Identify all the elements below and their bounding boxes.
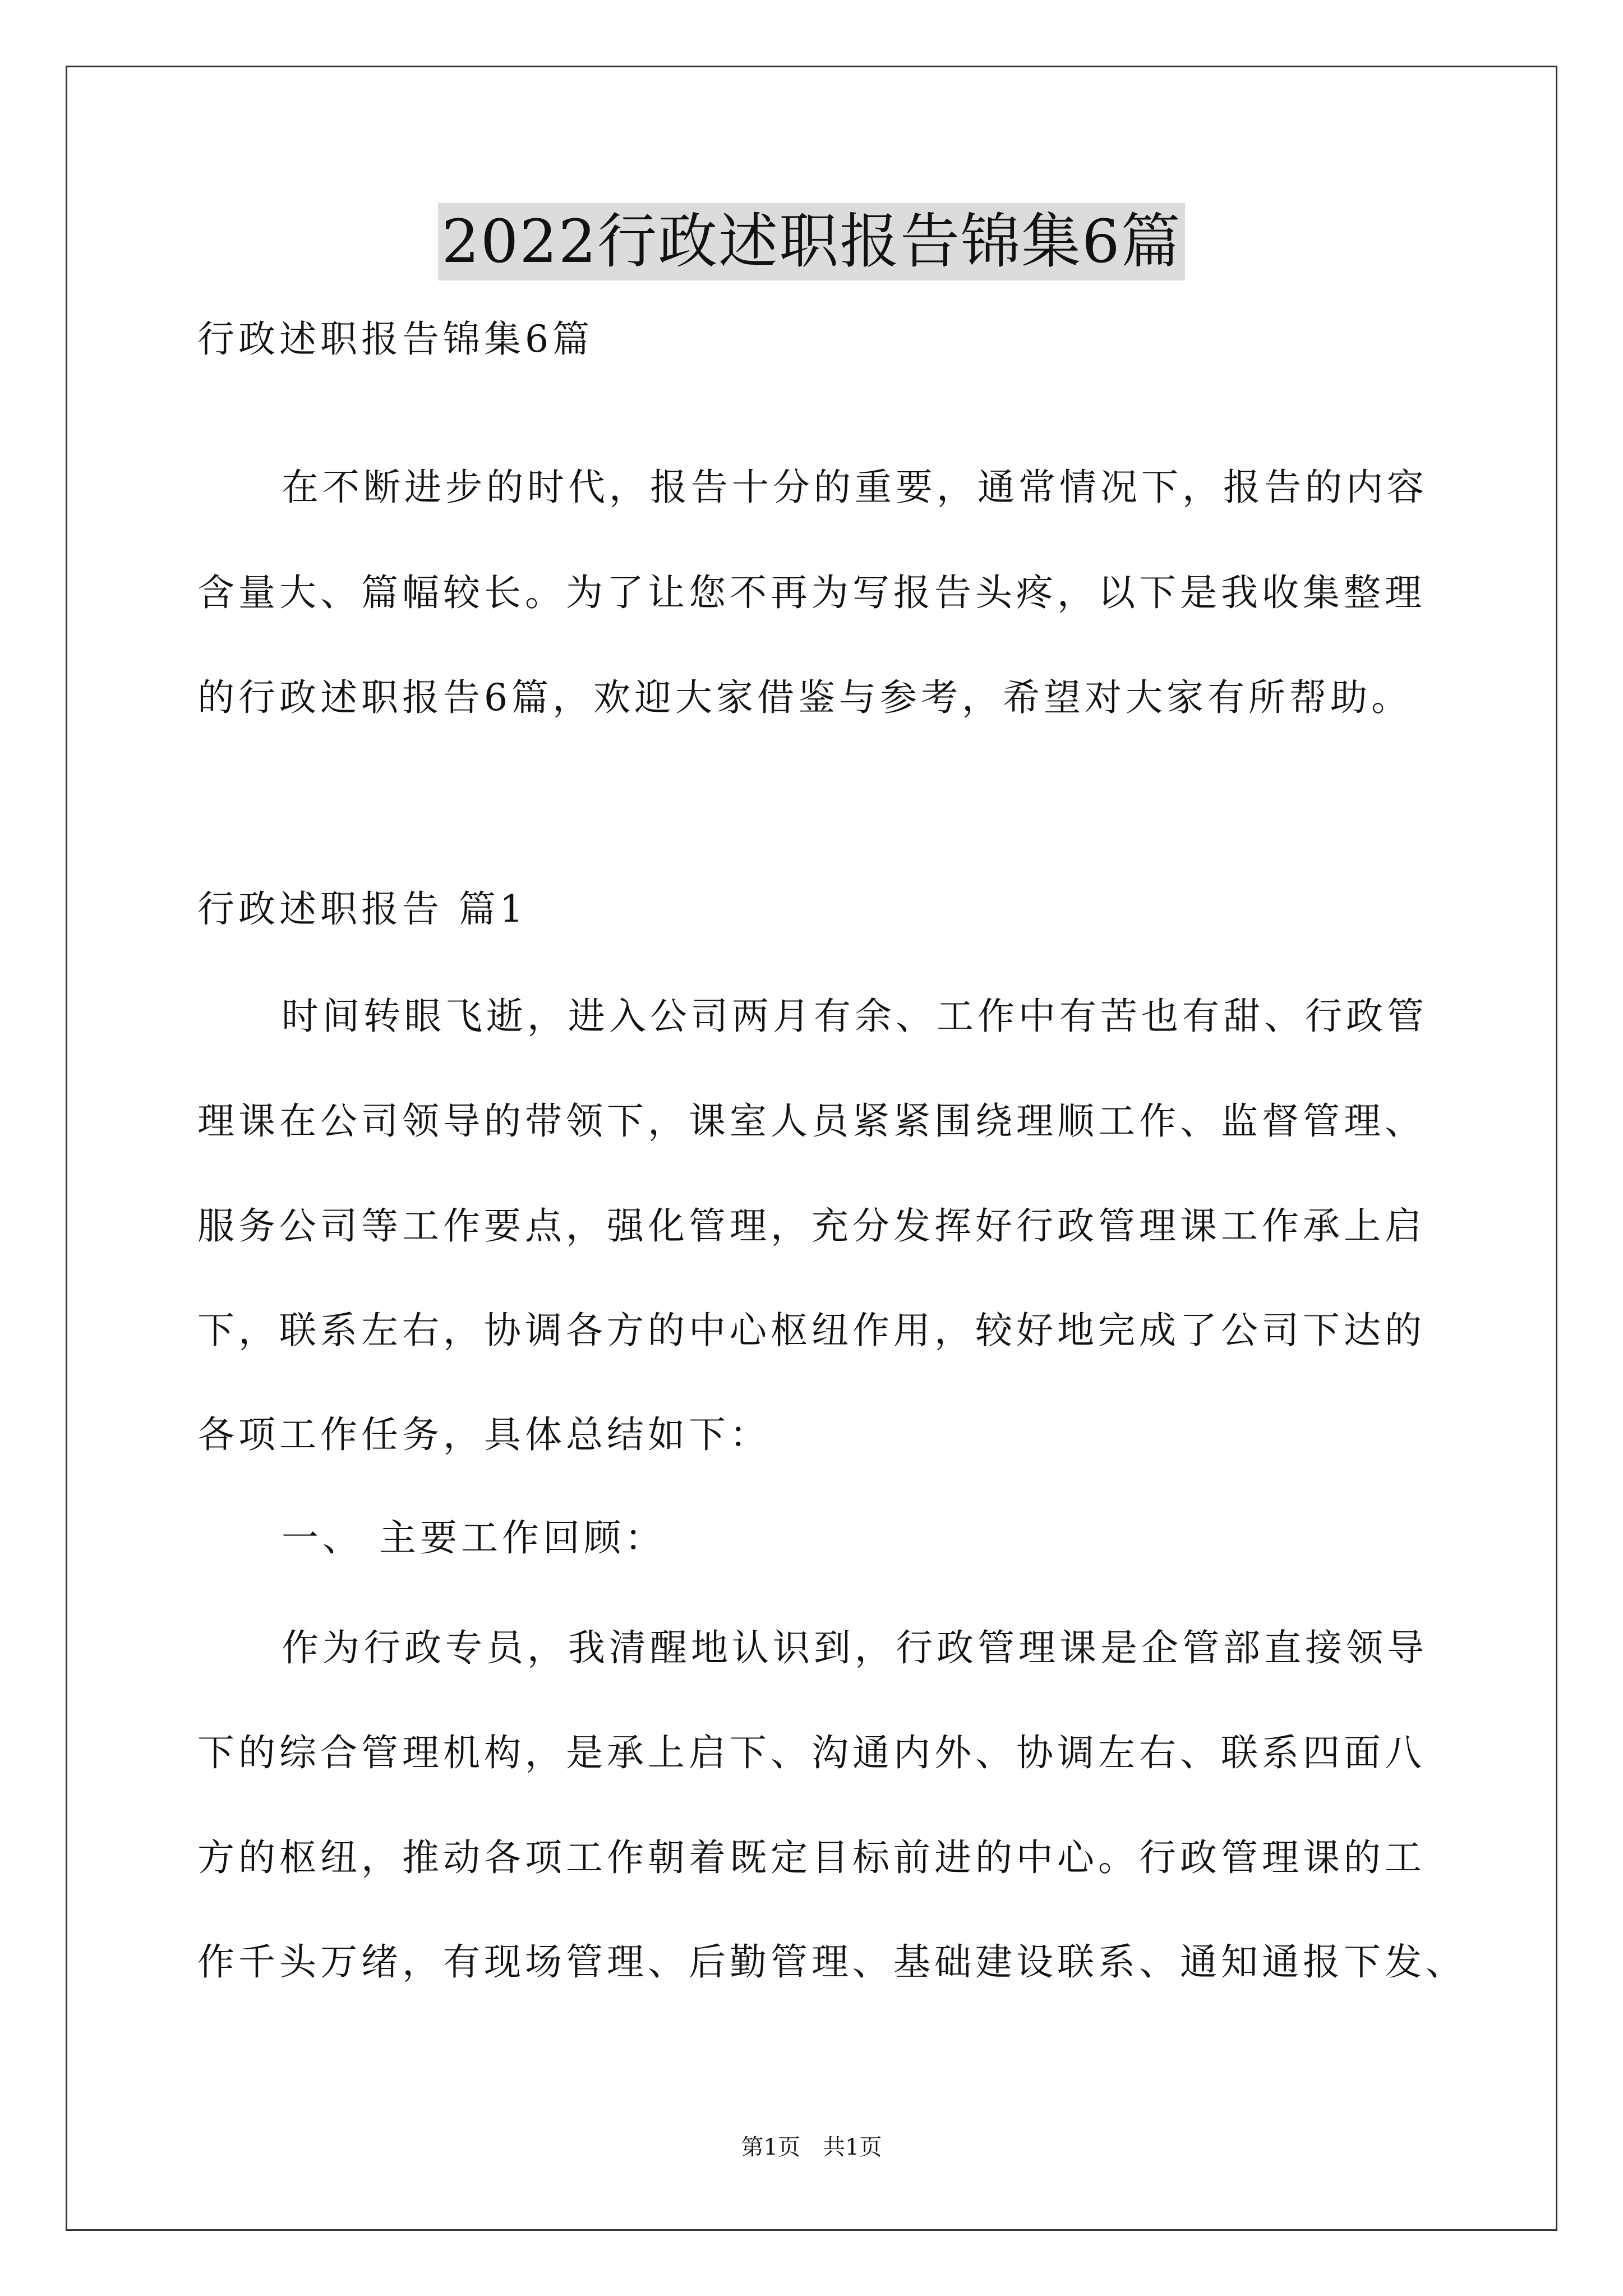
- intro-line: 的行政述职报告6篇，欢迎大家借鉴与参考，希望对大家有所帮助。: [197, 676, 1412, 719]
- intro-line: 含量大、篇幅较长。为了让您不再为写报告头疼，以下是我收集整理: [197, 571, 1426, 614]
- document-title: 2022行政述职报告锦集6篇: [438, 203, 1184, 280]
- document-subtitle: 行政述职报告锦集6篇: [197, 318, 593, 361]
- paragraph-line: 作千头万绪，有现场管理、后勤管理、基础建设联系、通知通报下发、: [197, 1940, 1467, 1984]
- paragraph-line: 理课在公司领导的带领下，课室人员紧紧围绕理顺工作、监督管理、: [197, 1099, 1426, 1143]
- paragraph-line: 时间转眼飞逝，进入公司两月有余、工作中有苦也有甜、行政管: [282, 995, 1428, 1038]
- page-border: [66, 66, 1557, 2231]
- paragraph-line: 下，联系左右，协调各方的中心枢纽作用，较好地完成了公司下达的: [197, 1309, 1426, 1352]
- paragraph-line: 作为行政专员，我清醒地认识到，行政管理课是企管部直接领导: [282, 1626, 1428, 1669]
- subheading: 一、 主要工作回顾：: [282, 1516, 666, 1559]
- section-heading: 行政述职报告 篇1: [197, 887, 527, 931]
- paragraph-line: 方的枢纽，推动各项工作朝着既定目标前进的中心。行政管理课的工: [197, 1836, 1426, 1879]
- title-wrap: [0, 203, 1623, 280]
- paragraph-line: 服务公司等工作要点，强化管理，充分发挥好行政管理课工作承上启: [197, 1204, 1426, 1248]
- paragraph-line: 下的综合管理机构，是承上启下、沟通内外、协调左右、联系四面八: [197, 1731, 1426, 1774]
- paragraph-line: 各项工作任务，具体总结如下：: [197, 1413, 771, 1456]
- page-footer: 第1页 共1页: [741, 2134, 882, 2160]
- intro-line: 在不断进步的时代，报告十分的重要，通常情况下，报告的内容: [282, 466, 1428, 509]
